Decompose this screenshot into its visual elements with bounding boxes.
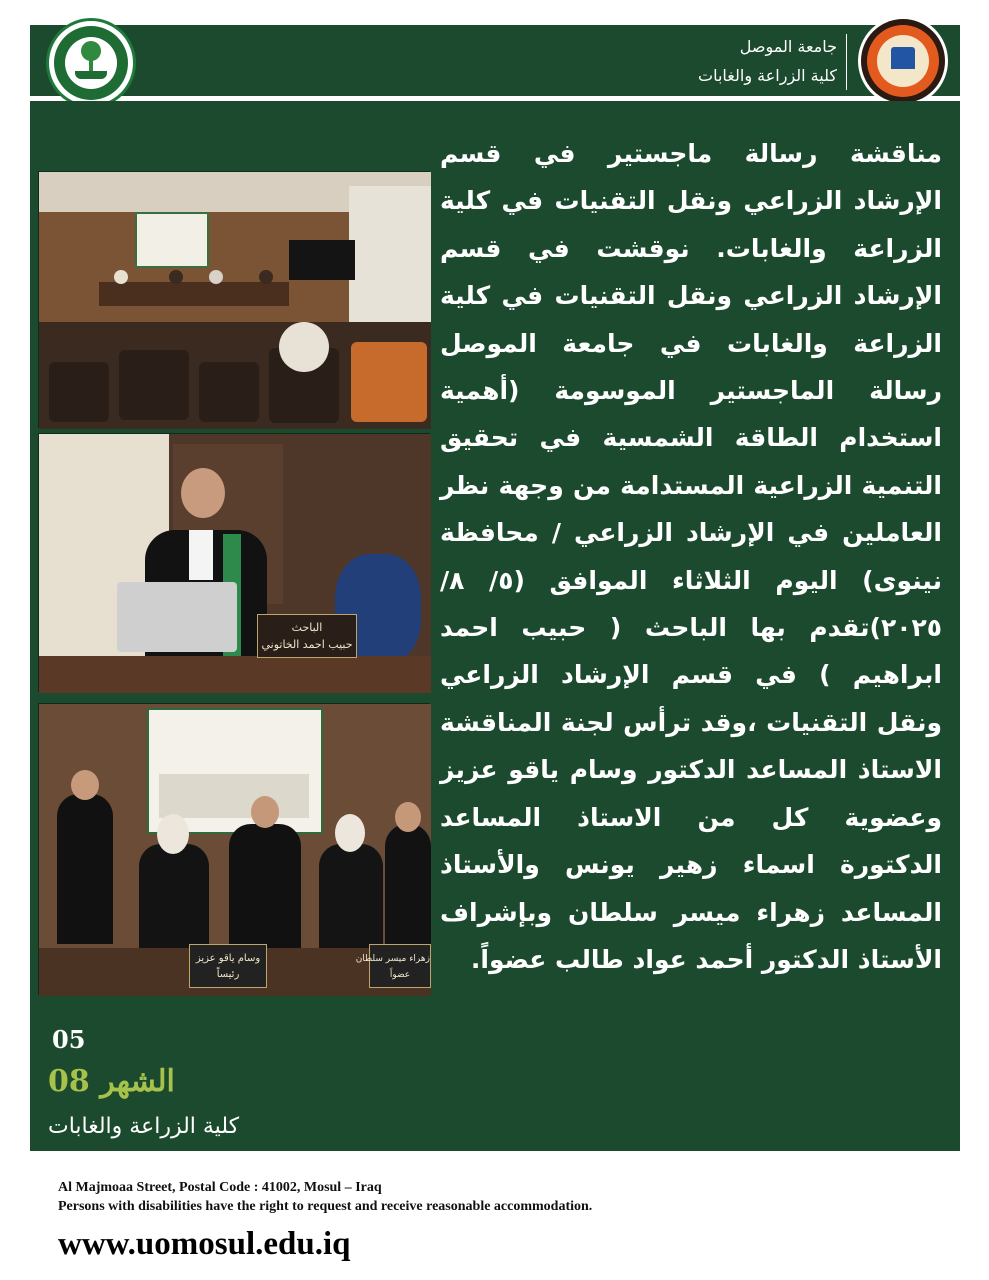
header-divider	[846, 34, 847, 90]
member-plate-name: زهراء ميسر سلطان	[355, 954, 430, 964]
article-body	[440, 130, 942, 1090]
article-paragraph: مناقشة رسالة ماجستير في قسم الإرشاد الزراعي ونقل التقنيات في كلية الزراعة والغابات. نوقشت في قسم الإرشاد الزراعي ونقل التقنيات في كلية الزراعة والغابات في جامعة الموصل رسالة الماجستير الموسومة (أهمية استخدام الطاقة الشمسية في تحقيق التنمية الزراعية المستدامة من وجهة نظر العاملين في الإرشاد الزراعي / محافظة نينوى) اليوم الثلاثاء الموافق (٥/ ٨/ ٢٠٢٥)تقدم بها الباحث ( حبيب احمد ابراهيم ) في قسم الإرشاد الزراعي ونقل التقنيات ،وقد ترأس لجنة المناقشة الاستاذ المساعد الدكتور وسام ياقو عزيز وعضوية كل من الاستاذ المساعد الدكتورة اسماء زهير يونس والأستاذ المساعد زهراء ميسر سلطان وبإشراف الأستاذ الدكتور أحمد عواد طالب عضواً.	[440, 139, 942, 974]
photo-discussion-hall	[38, 171, 430, 428]
university-name: جامعة الموصل	[739, 37, 837, 56]
university-logo-icon	[858, 16, 948, 106]
chair-plate-name: وسام ياقو عزيز	[195, 953, 261, 964]
address-line: Al Majmoaa Street, Postal Code : 41002, Mosul – Iraq	[58, 1180, 382, 1195]
website-link[interactable]: www.uomosul.edu.iq	[58, 1226, 351, 1262]
footer-college-name: كلية الزراعة والغابات	[48, 1114, 240, 1139]
accessibility-note: Persons with disabilities have the right to request and receive reasonable accommodation.	[58, 1199, 593, 1214]
header-rule	[30, 96, 960, 99]
researcher-plate-name: حبيب احمد الخاتوني	[261, 638, 353, 651]
photo-researcher	[38, 433, 430, 692]
researcher-plate-title: الباحث	[291, 621, 323, 634]
chair-plate-role: رئيساً	[216, 969, 240, 980]
header-bar	[30, 25, 960, 98]
college-logo-icon	[46, 18, 136, 108]
member-plate-role: عضواً	[389, 970, 411, 980]
college-name: كلية الزراعة والغابات	[698, 66, 837, 85]
date-day: 05	[52, 1025, 86, 1054]
date-month: الشهر 08	[48, 1064, 175, 1099]
photo-committee	[38, 703, 430, 995]
